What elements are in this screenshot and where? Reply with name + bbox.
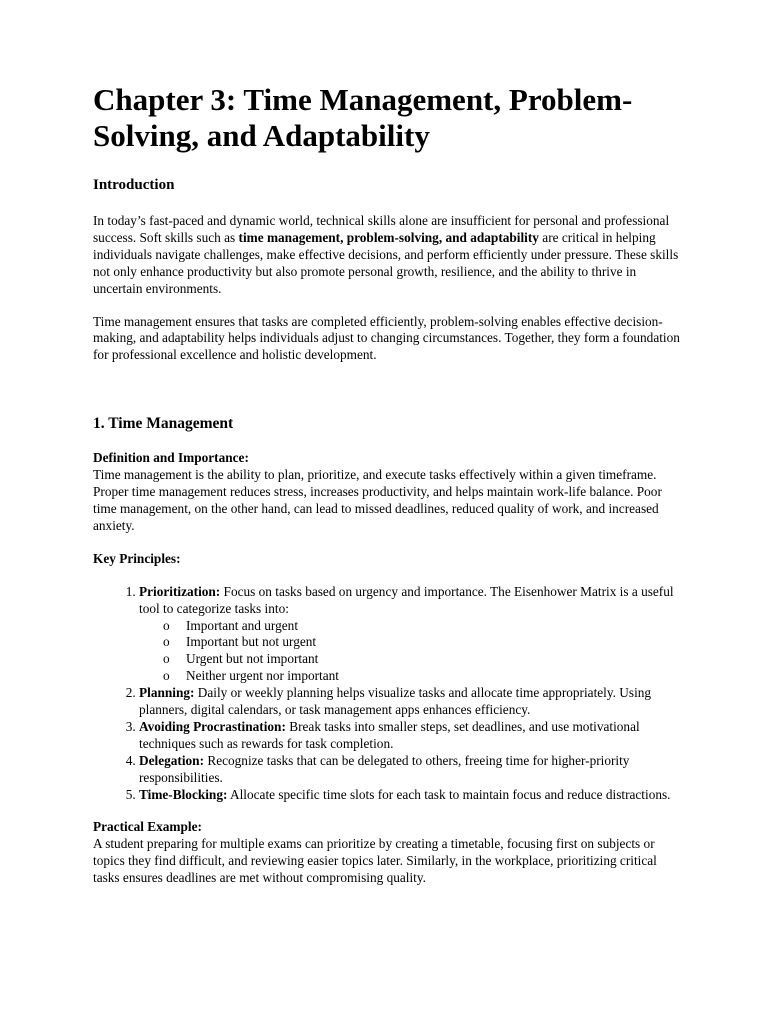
- principle-item: [139, 685, 683, 719]
- principle-label: Prioritization:: [139, 583, 221, 599]
- principle-item: [139, 719, 683, 753]
- section-1-heading: 1. Time Management: [93, 415, 234, 433]
- principles-list: [93, 584, 683, 804]
- principle-label: Planning:: [139, 685, 195, 701]
- matrix-item: o Neither urgent nor important: [163, 668, 683, 685]
- principle-text: Recognize tasks that can be delegated to others, freeing time for higher-priority responsibilities.: [139, 752, 630, 785]
- principle-text: Daily or weekly planning helps visualize tasks and allocate time appropriately. Using planners, digital calendars, or task management apps enhances efficiency.: [139, 685, 652, 718]
- matrix-item: o Important and urgent: [163, 618, 683, 635]
- principle-label: Avoiding Procrastination:: [139, 718, 286, 734]
- matrix-item: o Urgent but not important: [163, 651, 683, 668]
- intro-paragraph-2: Time management ensures that tasks are completed efficiently, problem-solving enables effective decision-making, and adaptability helps individuals adjust to changing circumstances. Together, they form a foundation for professional excellence and holistic development.: [93, 313, 680, 363]
- definition-label: Definition and Importance:: [93, 450, 249, 466]
- matrix-item: o Important but not urgent: [163, 634, 683, 651]
- principle-item: [139, 584, 683, 685]
- principles-label: Key Principles:: [93, 550, 181, 566]
- principle-text: Focus on tasks based on urgency and importance. The Eisenhower Matrix is a useful tool to categorize tasks into:: [139, 583, 674, 616]
- definition-text: Time management is the ability to plan, prioritize, and execute tasks effectively within a given timeframe. Proper time management reduces stress, increases productivity, and helps maintain work-life balance. Poor time management, on the other hand, can lead to missed deadlines, reduced quality of work, and increased anxiety.: [93, 467, 662, 533]
- document-page: [93, 82, 683, 903]
- example-block: [93, 819, 683, 887]
- principle-item: [139, 753, 683, 787]
- intro-p1-bold-skills: time management, problem-solving, and adaptability: [238, 229, 539, 245]
- principle-label: Delegation:: [139, 752, 204, 768]
- eisenhower-matrix-list: [139, 618, 683, 686]
- intro-paragraph-1: [93, 213, 683, 298]
- intro-p1-text-before: In today’s fast-paced and dynamic world, technical skills alone are insufficient for personal and professional success. Soft skills such as: [93, 213, 670, 245]
- intro-p1-text-after: are critical in helping individuals navigate challenges, make effective decisions, and perform efficiently under pressure. These skills not only enhance productivity but also promote personal growth, resilience, and the ability to thrive in uncertain environments.: [93, 229, 679, 296]
- principle-text: Allocate specific time slots for each task to maintain focus and reduce distractions.: [227, 786, 671, 802]
- section-spacer: [93, 380, 683, 415]
- intro-heading: Introduction: [93, 177, 175, 193]
- example-text: A student preparing for multiple exams can prioritize by creating a timetable, focusing first on subjects or topics they find difficult, and reviewing easier topics later. Similarly, in the workplace, prioritizing critical tasks ensures deadlines are met without compromising quality.: [93, 836, 657, 886]
- principle-text: Break tasks into smaller steps, set deadlines, and use motivational techniques such as rewards for task completion.: [139, 718, 640, 751]
- principle-item: [139, 787, 683, 804]
- principle-label: Time-Blocking:: [139, 786, 228, 802]
- chapter-title: Chapter 3: Time Management, Problem-Solving, and Adaptability: [93, 82, 633, 153]
- example-label: Practical Example:: [93, 819, 202, 835]
- definition-block: [93, 450, 683, 535]
